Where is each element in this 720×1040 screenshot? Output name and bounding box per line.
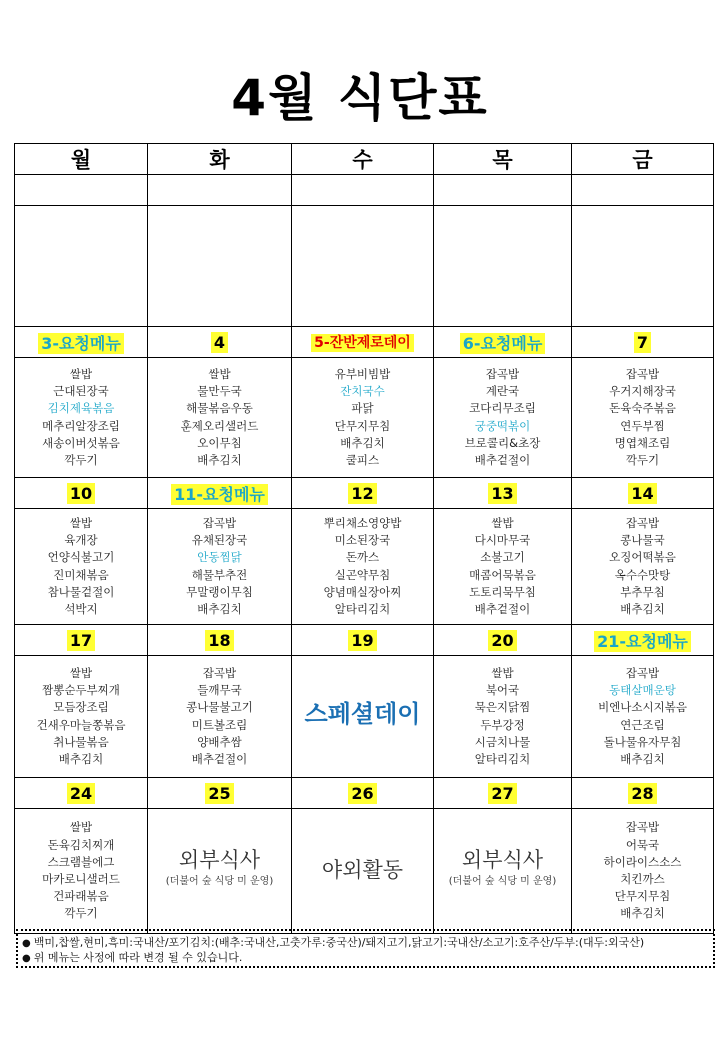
- date-label: 12: [348, 483, 376, 504]
- menu-cell: [15, 809, 148, 934]
- date-cell: [148, 327, 292, 358]
- menu-item: 쌀밥: [69, 366, 93, 381]
- menu-cell: [148, 656, 292, 778]
- page-title: 4월 식단표: [231, 69, 489, 127]
- menu-item: 쌀밥: [491, 515, 514, 530]
- menu-item: 잡곡밥: [625, 366, 660, 381]
- menu-item: 배추김치: [58, 751, 104, 766]
- menu-item: 시금치나물: [474, 734, 531, 749]
- menu-item: 배추김치: [620, 751, 665, 766]
- menu-row: [15, 809, 714, 934]
- menu-item: 메추리알장조림: [42, 418, 120, 433]
- menu-item: 오징어떡볶음: [609, 550, 676, 565]
- empty-cell: [434, 175, 572, 206]
- menu-item: 쌀밥: [208, 366, 231, 381]
- date-cell: [15, 327, 148, 358]
- menu-item: 석박지: [64, 601, 98, 616]
- menu-item: 배추김치: [340, 435, 385, 450]
- eat-out-label: 외부식사: [178, 847, 261, 872]
- menu-cell: [292, 509, 434, 625]
- date-row: [15, 625, 714, 656]
- menu-item: 파닭: [351, 401, 374, 416]
- empty-cell: [292, 175, 434, 206]
- change-note: 위 메뉴는 사정에 따라 변경 될 수 있습니다.: [33, 951, 243, 964]
- menu-item: 뿌리채소영양밥: [323, 515, 402, 530]
- date-row: [15, 327, 714, 358]
- menu-item: 알타리김치: [474, 751, 531, 766]
- menu-item: 돈육숙주볶음: [609, 401, 676, 416]
- empty-cell: [434, 206, 572, 327]
- empty-cell: [148, 206, 292, 327]
- menu-item: 비엔나소시지볶음: [598, 700, 687, 715]
- weekday-mon: 월: [15, 144, 148, 175]
- menu-item: 유채된장국: [191, 533, 248, 548]
- date-label: 5-잔반제로데이: [311, 334, 414, 352]
- date-cell: [148, 625, 292, 656]
- menu-row: [15, 509, 714, 625]
- menu-item: 쌀밥: [69, 515, 93, 530]
- date-cell: [292, 625, 434, 656]
- date-cell: [572, 478, 714, 509]
- menu-item: 잡곡밥: [625, 820, 660, 835]
- menu-item: 도토리묵무침: [469, 584, 536, 599]
- menu-item: 무말랭이무침: [186, 584, 253, 599]
- note-line: [22, 934, 644, 950]
- menu-item: 치킨까스: [620, 872, 665, 886]
- menu-item: 잔치국수: [340, 384, 385, 399]
- date-label: 26: [348, 783, 376, 804]
- date-cell: [292, 327, 434, 358]
- date-label: 28: [628, 783, 656, 804]
- empty-cell: [15, 206, 148, 327]
- menu-item: 명엽채조림: [614, 435, 671, 450]
- bullet-icon: ●: [22, 938, 31, 949]
- date-label: 24: [67, 783, 95, 804]
- menu-item: 양배추쌈: [197, 734, 242, 749]
- menu-item: 묵은지닭찜: [474, 700, 531, 715]
- menu-item: 배추김치: [197, 601, 242, 616]
- date-cell: [434, 625, 572, 656]
- menu-item: 잡곡밥: [202, 665, 237, 680]
- date-cell: [572, 327, 714, 358]
- menu-item: 언양식불고기: [47, 550, 115, 565]
- menu-item: 훈제오리샐러드: [180, 418, 259, 433]
- menu-item: 쌀밥: [491, 665, 514, 680]
- menu-cell: [292, 656, 434, 778]
- menu-item: 육개장: [64, 533, 98, 548]
- menu-item: 두부강정: [480, 717, 525, 732]
- menu-cell: [572, 656, 714, 778]
- menu-item: 안동찜닭: [197, 550, 242, 565]
- menu-item: 건파래볶음: [53, 889, 109, 904]
- menu-item: 배추겉절이: [191, 751, 248, 766]
- weekday-wed: 수: [292, 144, 434, 175]
- weekday-fri: 금: [572, 144, 714, 175]
- menu-item: 배추김치: [197, 452, 242, 467]
- date-row: [15, 778, 714, 809]
- menu-item: 우거지해장국: [609, 384, 676, 399]
- date-label: 17: [67, 630, 95, 651]
- note-line: [22, 949, 242, 965]
- menu-item: 다시마무국: [474, 533, 531, 548]
- empty-row: [15, 206, 714, 327]
- bullet-icon: ●: [22, 953, 31, 964]
- menu-cell: [572, 509, 714, 625]
- date-label: 25: [205, 783, 233, 804]
- menu-item: 진미채볶음: [53, 567, 109, 582]
- menu-item: 매콤어묵볶음: [469, 567, 536, 582]
- weekday-header-row: [15, 144, 714, 175]
- menu-item: 양념매실장아찌: [323, 584, 402, 599]
- menu-item: 돈까스: [345, 550, 380, 565]
- date-cell: [148, 478, 292, 509]
- menu-item: 참나물겉절이: [47, 584, 115, 599]
- date-label: 13: [488, 483, 516, 504]
- menu-cell: [15, 358, 148, 478]
- notes-box: [16, 929, 715, 968]
- menu-cell: [572, 809, 714, 934]
- menu-item: 잡곡밥: [202, 515, 237, 530]
- date-label: 4: [211, 332, 228, 353]
- menu-item: 유부비빔밥: [334, 366, 391, 381]
- menu-row: [15, 358, 714, 478]
- menu-item: 마카로니샐러드: [42, 872, 120, 886]
- menu-cell: [148, 809, 292, 934]
- empty-cell: [572, 206, 714, 327]
- menu-item: 배추김치: [620, 601, 665, 616]
- menu-item: 궁중떡볶이: [474, 418, 531, 433]
- menu-item: 연근조림: [620, 717, 665, 732]
- menu-item: 김치제육볶음: [47, 401, 115, 416]
- menu-item: 쌀밥: [69, 665, 93, 680]
- menu-item: 물만두국: [197, 384, 242, 399]
- menu-item: 북어국: [485, 683, 520, 698]
- menu-item: 소불고기: [480, 550, 525, 565]
- menu-item: 미트볼조림: [191, 717, 248, 732]
- menu-item: 쿨피스: [345, 452, 380, 467]
- menu-item: 코다리무조림: [469, 401, 536, 416]
- menu-item: 단무지무침: [614, 889, 671, 904]
- menu-cell: [15, 509, 148, 625]
- menu-item: 잡곡밥: [485, 366, 520, 381]
- date-cell: [434, 327, 572, 358]
- date-label: 27: [488, 783, 516, 804]
- date-label: 20: [488, 630, 516, 651]
- menu-item: 브로콜리&초장: [464, 435, 541, 450]
- menu-item: 배추겉절이: [474, 601, 531, 616]
- menu-cell: [148, 509, 292, 625]
- menu-cell: [292, 809, 434, 934]
- empty-row: [15, 175, 714, 206]
- menu-cell: [434, 509, 572, 625]
- date-cell: [15, 478, 148, 509]
- menu-cell: [434, 809, 572, 934]
- menu-item: 옥수수맛탕: [614, 567, 671, 582]
- menu-item: 근대된장국: [53, 384, 109, 399]
- origin-note: 백미,찹쌀,현미,흑미:국내산/포기김치:(배추:국내산,고춧가루:중국산)/돼지고기,닭고기:국내산/소고기:호주산/두부:(대두:외국산): [33, 936, 645, 949]
- menu-cell: [15, 656, 148, 778]
- menu-cell: [292, 358, 434, 478]
- menu-item: 단무지무침: [334, 418, 391, 433]
- date-cell: [15, 778, 148, 809]
- date-cell: [148, 778, 292, 809]
- date-label: 14: [628, 483, 656, 504]
- date-label: 3-요청메뉴: [38, 333, 124, 354]
- menu-item: 건새우마늘쫑볶음: [36, 717, 126, 732]
- menu-item: 돌나물유자무침: [603, 734, 682, 749]
- menu-item: 연두부찜: [620, 418, 665, 433]
- menu-cell: [434, 656, 572, 778]
- menu-table: [14, 143, 714, 934]
- menu-item: 실곤약무침: [334, 567, 391, 582]
- menu-item: 해물볶음우동: [186, 401, 253, 416]
- menu-item: 들깨무국: [197, 683, 242, 698]
- date-cell: [292, 478, 434, 509]
- menu-item: 잡곡밥: [625, 665, 660, 680]
- menu-item: 어묵국: [625, 837, 660, 852]
- menu-item: 해물부추전: [191, 567, 248, 582]
- date-cell: [292, 778, 434, 809]
- menu-item: 계란국: [485, 384, 520, 399]
- menu-item: 잡곡밥: [625, 515, 660, 530]
- outdoor-activity-label: 야외활동: [321, 858, 404, 883]
- menu-cell: [434, 358, 572, 478]
- empty-cell: [148, 175, 292, 206]
- menu-item: 오이무침: [197, 435, 242, 450]
- date-cell: [434, 478, 572, 509]
- weekday-thu: 목: [434, 144, 572, 175]
- menu-cell: [148, 358, 292, 478]
- menu-item: 돈육김치찌개: [47, 837, 115, 852]
- menu-item: 동태살매운탕: [609, 683, 676, 698]
- menu-item: 짬뽕순두부찌개: [42, 683, 120, 698]
- date-cell: [572, 778, 714, 809]
- menu-item: 쌀밥: [69, 820, 93, 835]
- date-row: [15, 478, 714, 509]
- eat-out-label: 외부식사: [461, 847, 544, 872]
- eat-out-note: (더불어 숲 식당 미 운영): [448, 876, 557, 887]
- menu-item: 부추무침: [620, 584, 665, 599]
- date-cell: [15, 625, 148, 656]
- menu-item: 취나물볶음: [53, 734, 109, 749]
- menu-item: 알타리김치: [334, 601, 391, 616]
- menu-item: 배추김치: [620, 906, 665, 921]
- menu-item: 콩나물불고기: [186, 700, 253, 715]
- menu-item: 깍두기: [625, 452, 660, 467]
- menu-cell: [572, 358, 714, 478]
- menu-item: 깍두기: [64, 906, 98, 921]
- menu-item: 배추겉절이: [474, 452, 531, 467]
- menu-item: 새송이버섯볶음: [42, 435, 120, 450]
- date-cell: [572, 625, 714, 656]
- menu-item: 콩나물국: [620, 533, 665, 548]
- empty-cell: [572, 175, 714, 206]
- date-label: 19: [348, 630, 376, 651]
- empty-cell: [292, 206, 434, 327]
- date-label: 6-요청메뉴: [460, 333, 546, 354]
- date-label: 21-요청메뉴: [594, 631, 691, 652]
- menu-item: 하이라이스소스: [603, 854, 682, 869]
- eat-out-note: (더불어 숲 식당 미 운영): [165, 876, 274, 887]
- menu-row: [15, 656, 714, 778]
- date-label: 18: [205, 630, 233, 651]
- menu-item: 깍두기: [64, 452, 98, 467]
- menu-item: 스크램블에그: [47, 854, 115, 869]
- date-label: 11-요청메뉴: [171, 484, 268, 505]
- menu-item: 미소된장국: [334, 533, 391, 548]
- empty-cell: [15, 175, 148, 206]
- date-label: 10: [67, 483, 95, 504]
- weekday-tue: 화: [148, 144, 292, 175]
- date-label: 7: [634, 332, 651, 353]
- special-day-label: 스페셜데이: [304, 699, 421, 728]
- date-cell: [434, 778, 572, 809]
- menu-item: 모듬장조림: [53, 700, 109, 715]
